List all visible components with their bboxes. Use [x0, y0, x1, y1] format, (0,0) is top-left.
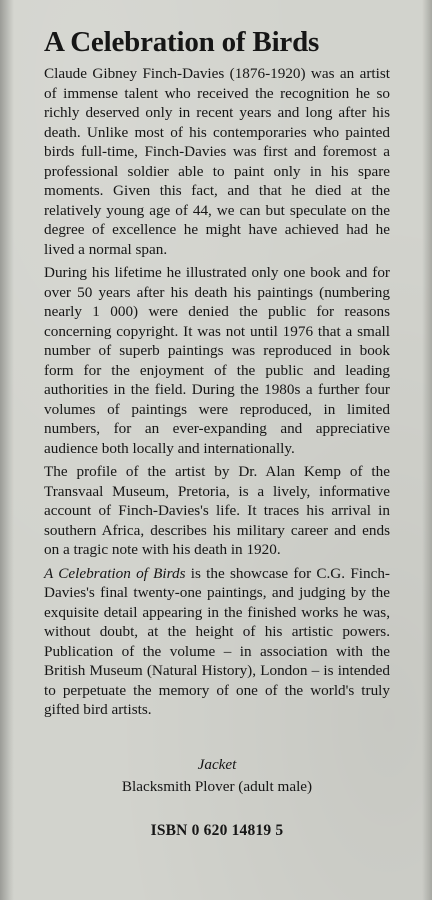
- paragraph-artist-profile: The profile of the artist by Dr. Alan Kemp of the Transvaal Museum, Pretoria, is a lively, informative account of Finch-Davies's life. It traces his arrival in southern Africa, describes his military career and ends on a tragic note with his death in 1920.: [44, 463, 390, 558]
- jacket-caption: Blacksmith Plover (adult male): [121, 777, 313, 795]
- italic-book-title: A Celebration of Birds: [44, 564, 186, 582]
- paragraph-showcase: [44, 564, 390, 720]
- paragraph-intro: Claude Gibney Finch-Davies (1876-1920) was an artist of immense talent who received the recognition he so richly deserved only in recent years and long after his death. Unlike most of his contemporaries who painted birds full-time, Finch-Davies was first and foremost a professional soldier able to paint only in his spare moments. Given this fact, and that he died at the relatively young age of 44, we can but speculate on the degree of excellence he might have achieved had he lived a normal span.: [44, 65, 390, 258]
- paragraph-showcase-text: is the showcase for C.G. Finch-Davies's final twenty-one paintings, and judging by the exquisite detail appearing in the finished works he was, without doubt, at the height of his artistic powers. Publication of the volume – in association with the British Museum (Natural History), London – is intended to perpetuate the memory of one of the world's truly gifted bird artists.: [44, 564, 390, 718]
- book-title: A Celebration of Birds: [44, 26, 320, 58]
- paragraph-publication-history: During his lifetime he illustrated only one book and for over 50 years after his death his paintings (numbering nearly 1 000) were denied the public for reasons concerning copyright. It was not until 1976 that a small number of superb paintings was reproduced in book form for the enjoyment of the public and leading authorities in the field. During the 1980s a further four volumes of paintings were reproduced, in limited numbers, for an ever-expanding and appreciative audience both locally and internationally.: [44, 264, 390, 457]
- page-edge-shadow-right: [422, 0, 432, 900]
- page-edge-shadow-left: [0, 0, 14, 900]
- jacket-credit: [44, 754, 390, 798]
- isbn-number: ISBN 0 620 14819 5: [150, 821, 284, 839]
- jacket-label: Jacket: [197, 755, 237, 773]
